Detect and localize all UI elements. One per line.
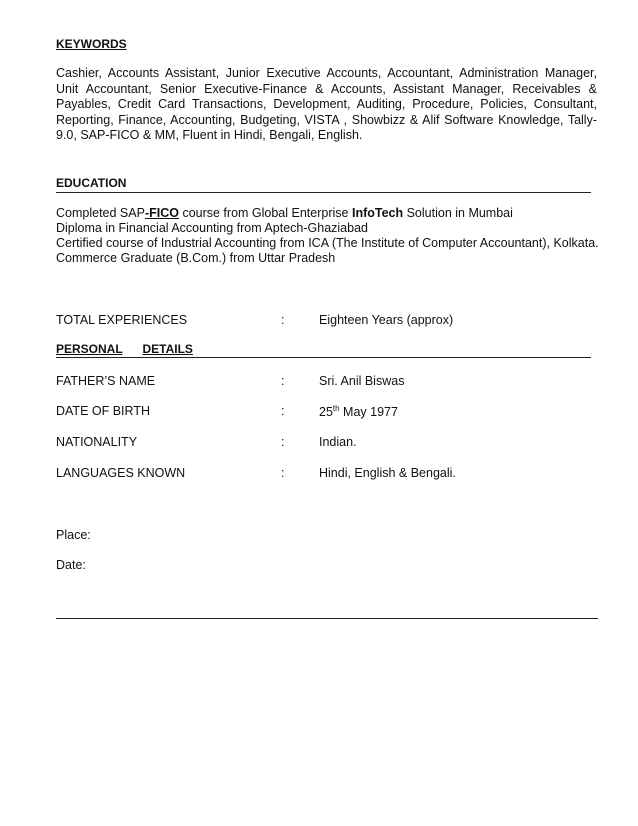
father-name-label: FATHER’S NAME [56,374,156,388]
education-heading: EDUCATION [56,176,127,190]
father-name-colon: : [281,374,285,388]
education-sap-fico: -FICO [144,206,179,220]
education-sap-middle: course from Global Enterprise [178,206,352,220]
personal-heading-word2: DETAILS [142,342,193,356]
dob-month-year: May 1977 [339,405,398,420]
nationality-colon: : [281,435,285,449]
date-label: Date: [56,558,86,572]
place-label: Place: [56,528,91,542]
dob-colon: : [281,404,285,418]
personal-heading-word1: PERSONAL [56,342,123,356]
dob-day: 25 [319,405,333,420]
dob-ordinal: th [332,404,340,413]
personal-details-heading [56,342,193,356]
experience-colon: : [281,313,285,327]
dob-label: DATE OF BIRTH [56,404,150,418]
education-sap-suffix: Solution in Mumbai [403,206,513,220]
education-infotech: InfoTech [351,206,404,220]
nationality-label: NATIONALITY [56,435,138,449]
languages-value: Hindi, English & Bengali. [319,466,456,480]
signature-divider [56,618,598,619]
personal-divider [56,357,591,358]
keywords-heading: KEYWORDS [56,37,127,51]
nationality-value: Indian. [319,435,357,449]
education-sap-prefix: Completed SAP [56,206,145,220]
languages-colon: : [281,466,285,480]
dob-value [319,404,398,419]
education-line-diploma: Diploma in Financial Accounting from Aptech-Ghaziabad [56,221,368,235]
experience-value: Eighteen Years (approx) [319,313,454,327]
education-divider [56,192,591,193]
languages-label: LANGUAGES KNOWN [56,466,186,480]
education-line-sap [56,206,513,221]
education-line-ica: Certified course of Industrial Accounting from ICA (The Institute of Computer Accountant), Kolkata. [56,236,599,250]
father-name-value: Sri. Anil Biswas [319,374,405,388]
keywords-text: Cashier, Accounts Assistant, Junior Executive Accounts, Accountant, Administration Manager, Unit Accountant, Senior Executive-Finance & Accounts, Assistant Manager, Receivables & Payables, Credit Card Transactions, Development, Auditing, Procedure, Policies, Consultant, Reporting, Finance, Accounting, Budgeting, VISTA , Showbizz & Alif Software Knowledge, Tally-9.0, SAP-FICO & MM, Fluent in Hindi, Bengali, English. [56,66,597,142]
education-line-bcom: Commerce Graduate (B.Com.) from Uttar Pradesh [56,251,336,265]
experience-label: TOTAL EXPERIENCES [56,313,188,327]
